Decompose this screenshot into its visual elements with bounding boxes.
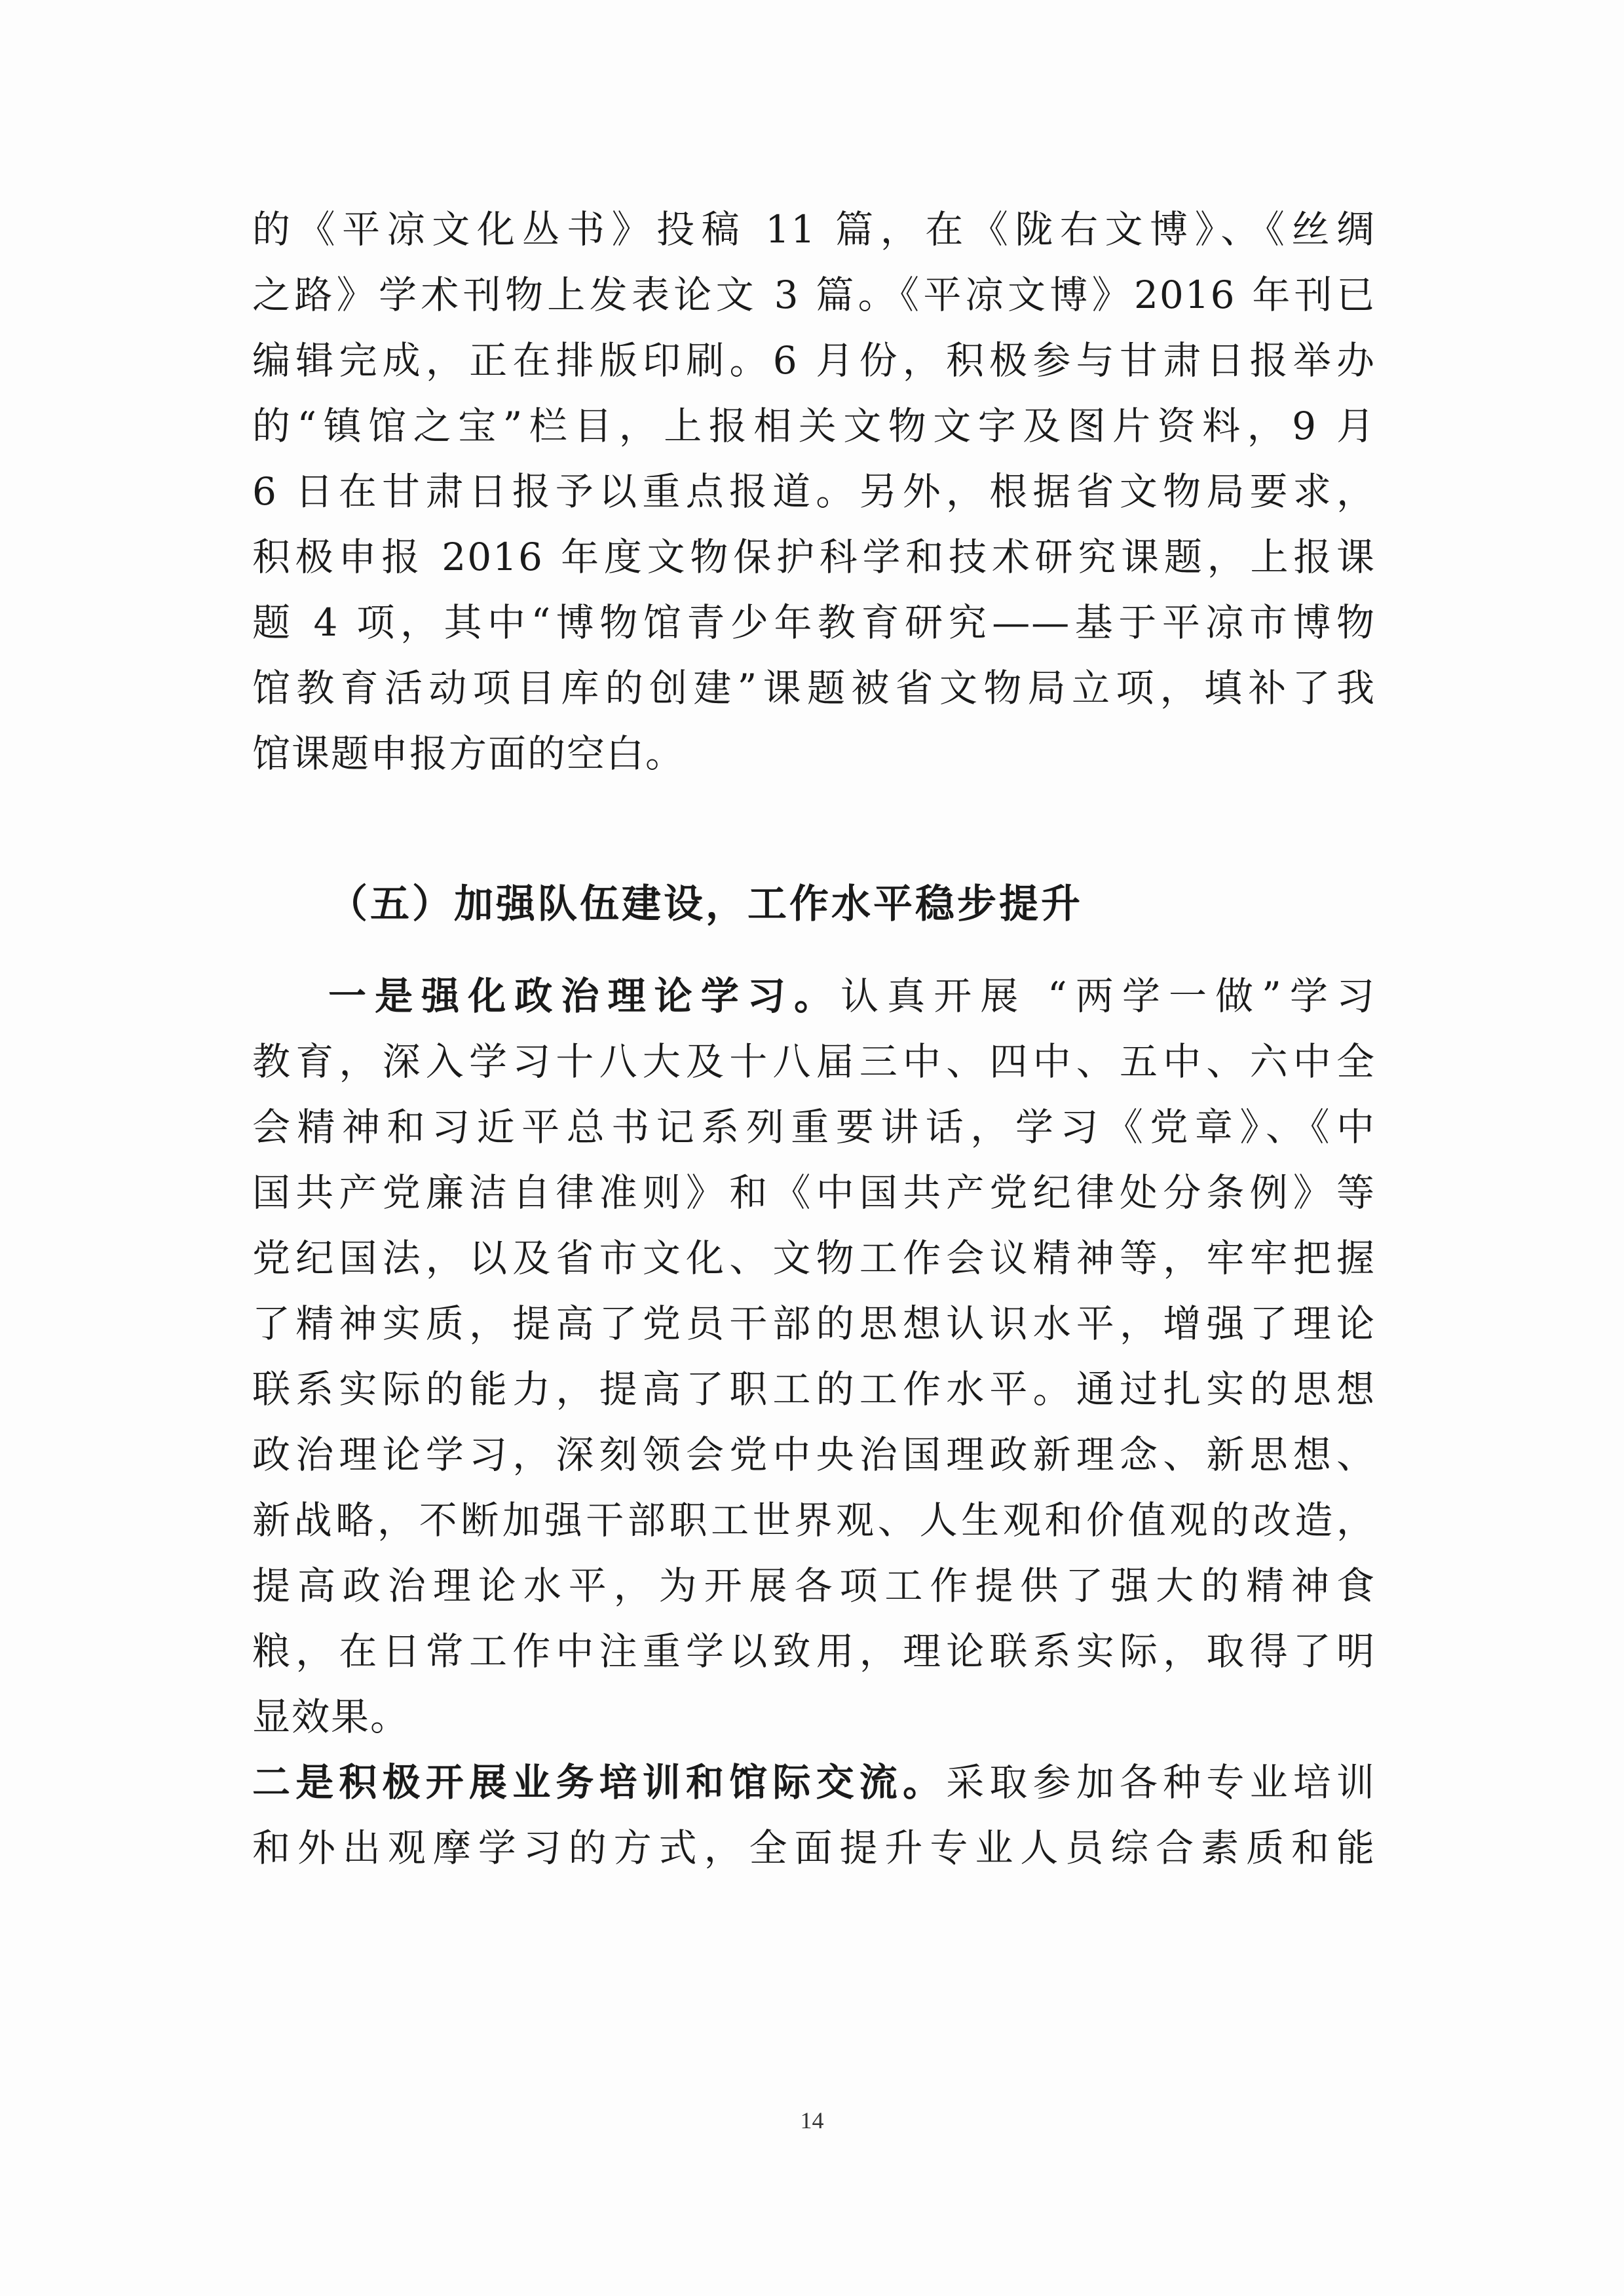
lead-rest-text: 采取参加各种专业培训 [946, 1760, 1376, 1805]
paragraph-publications [252, 197, 1376, 786]
text-line: 新战略，不断加强干部职工世界观、人生观和价值观的改造， [252, 1498, 1376, 1542]
text-line-lead [252, 963, 1376, 1029]
section-heading: （五）加强队伍建设，工作水平稳步提升 [328, 881, 1083, 927]
text-line: 党纪国法，以及省市文化、文物工作会议精神等，牢牢把握 [252, 1236, 1376, 1280]
text-line: 粮，在日常工作中注重学以致用，理论联系实际，取得了明 [252, 1629, 1376, 1674]
page-number: 14 [800, 2107, 824, 2133]
text-line: 提高政治理论水平，为开展各项工作提供了强大的精神食 [252, 1563, 1376, 1608]
lead-bold-text: 二是积极开展业务培训和馆际交流。 [252, 1760, 947, 1805]
paragraph-training-exchange [252, 1750, 1376, 1881]
text-line: 和外出观摩学习的方式，全面提升专业人员综合素质和能 [252, 1826, 1376, 1870]
text-line: 会精神和习近平总书记系列重要讲话，学习《党章》、《中 [252, 1105, 1376, 1149]
text-line: 馆教育活动项目库的创建”课题被省文物局立项，填补了我 [252, 666, 1376, 710]
text-line: 显效果。 [252, 1694, 410, 1739]
lead-rest-text: 认真开展 “两学一做”学习 [840, 974, 1376, 1018]
text-line: 的《平凉文化丛书》投稿 11 篇，在《陇右文博》、《丝绸 [252, 207, 1376, 252]
text-line: 之路》学术刊物上发表论文 3 篇。《平凉文博》2016 年刊已 [252, 273, 1376, 317]
text-line: 6 日在甘肃日报予以重点报道。另外，根据省文物局要求， [252, 469, 1376, 514]
lead-bold-text: 一是强化政治理论学习。 [328, 974, 841, 1018]
text-line: 编辑完成，正在排版印刷。6 月份，积极参与甘肃日报举办 [252, 338, 1376, 383]
paragraph-political-study [252, 963, 1376, 1750]
text-line-lead [252, 1750, 1376, 1815]
text-line: 了精神实质，提高了党员干部的思想认识水平，增强了理论 [252, 1301, 1376, 1346]
text-line: 馆课题申报方面的空白。 [252, 731, 685, 776]
text-line: 的“镇馆之宝”栏目，上报相关文物文字及图片资料，9 月 [252, 404, 1376, 448]
text-line: 政治理论学习，深刻领会党中央治国理政新理念、新思想、 [252, 1432, 1376, 1477]
text-line: 联系实际的能力，提高了职工的工作水平。通过扎实的思想 [252, 1367, 1376, 1411]
text-line: 国共产党廉洁自律准则》和《中国共产党纪律处分条例》等 [252, 1170, 1376, 1215]
text-line: 积极申报 2016 年度文物保护科学和技术研究课题，上报课 [252, 535, 1376, 579]
text-line: 题 4 项，其中“博物馆青少年教育研究——基于平凉市博物 [252, 600, 1376, 645]
text-line: 教育，深入学习十八大及十八届三中、四中、五中、六中全 [252, 1039, 1376, 1084]
